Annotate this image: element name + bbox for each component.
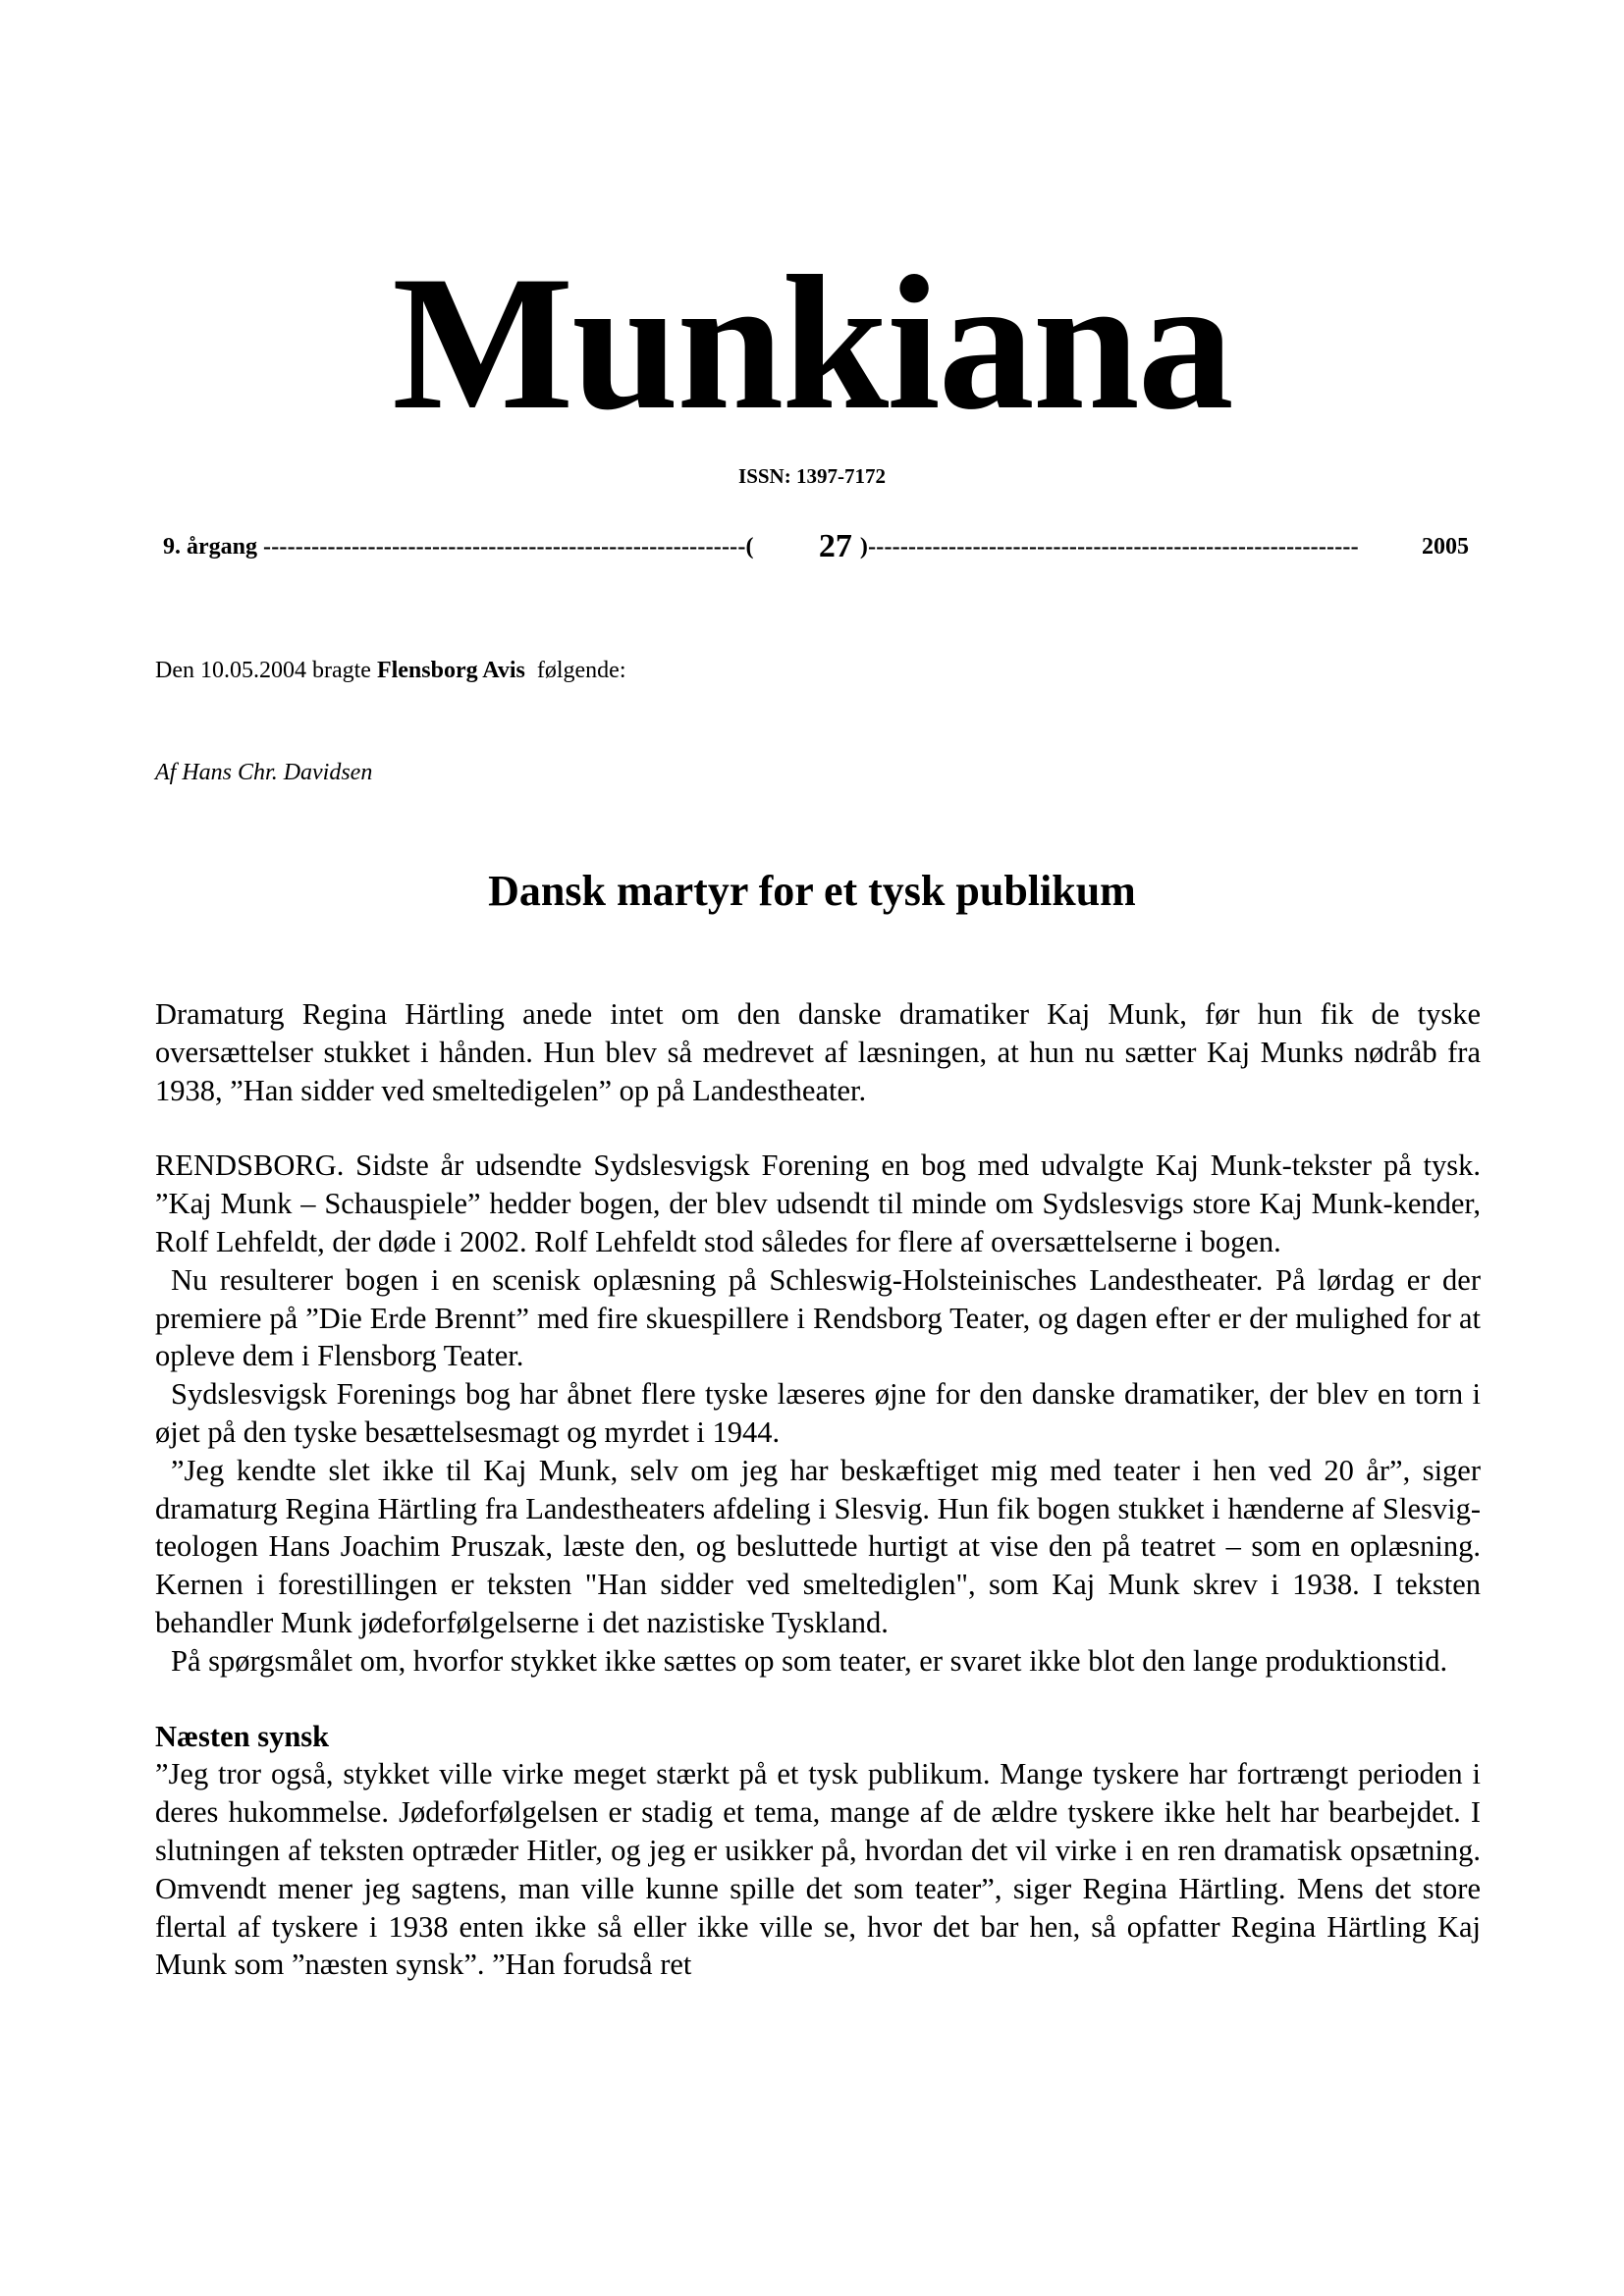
- issue-year: 2005: [1422, 533, 1469, 560]
- article-paragraph: Nu resulterer bogen i en scenisk oplæsning på Schleswig-Holsteinisches Landestheater. På lørdag er der premiere på ”Die Erde Brennt” med fire skuespillere i Rendsborg Teater, og dagen efter er der mulighed for at opleve dem i Flensborg Teater.: [155, 1262, 1481, 1373]
- article-lead: Dramaturg Regina Härtling anede intet om den danske dramatiker Kaj Munk, før hun fik de tyske oversættelser stukket i hånden. Hun blev så medrevet af læsningen, at hun nu sætter Kaj Munks nødråb fra 1938, ”Han sidder ved smeltedigelen” op på Landestheater.: [155, 997, 1481, 1107]
- intro-source: Flensborg Avis: [376, 658, 525, 683]
- intro-line: [155, 656, 1481, 685]
- article-paragraph: ”Jeg tror også, stykket ville virke meget stærkt på et tysk publikum. Mange tyskere har fortrængt perioden i deres hukommelse. Jødeforfølgelsen er stadig et tema, mange af de ældre tyskere ikke helt har bearbejdet. I slutningen af teksten optræder Hitler, og jeg er usikker på, hvordan det vil virke i en ren dramatisk opsætning. Omvendt mener jeg sagtens, man ville kunne spille det som teater”, siger Regina Härtling. Mens det store flertal af tyskere i 1938 enten ikke så eller ikke ville se, hvor det bar hen, så opfatter Regina Härtling Kaj Munk som ”næsten synsk”. ”Han forudså ret: [155, 1757, 1481, 1982]
- intro-suffix: følgende:: [524, 658, 626, 683]
- issue-number: 27: [818, 528, 852, 564]
- issue-volume: 9. årgang: [163, 533, 257, 560]
- byline: Af Hans Chr. Davidsen: [155, 760, 373, 785]
- article-body: [155, 995, 1481, 1984]
- issn-number: ISSN: 1397-7172: [738, 464, 886, 488]
- article-paragraph: ”Jeg kendte slet ikke til Kaj Munk, selv om jeg har beskæftiget mig med teater i hen ved 20 år”, siger dramaturg Regina Härtling fra Landestheaters afdeling i Slesvig. Hun fik bogen stukket i hænderne af Slesvig-teologen Hans Joachim Pruszak, læste den, og besluttede hurtigt at vise den på teatret – som en oplæsning. Kernen i forestillingen er teksten "Han sidder ved smeltediglen", som Kaj Munk skrev i 1938. I teksten behandler Munk jødeforfølgelserne i det nazistiske Tyskland.: [155, 1453, 1481, 1639]
- article-paragraph: RENDSBORG. Sidste år udsendte Sydslesvigsk Forening en bog med udvalgte Kaj Munk-tekster på tysk. ”Kaj Munk – Schauspiele” hedder bogen, der blev udsendt til minde om Sydslesvigs store Kaj Munk-kender, Rolf Lehfeldt, der døde i 2002. Rolf Lehfeldt stod således for flere af oversættelserne i bogen.: [155, 1148, 1481, 1258]
- issue-dashes-right: )-------------------------------------------------------------: [859, 533, 1359, 560]
- masthead-title: Munkiana: [392, 237, 1232, 450]
- intro-prefix: Den 10.05.2004 bragte: [155, 658, 377, 683]
- article-paragraph: På spørgsmålet om, hvorfor stykket ikke sættes op som teater, er svaret ikke blot den lange produktionstid.: [171, 1643, 1448, 1678]
- article-headline: Dansk martyr for et tysk publikum: [488, 867, 1136, 915]
- article-subhead: Næsten synsk: [155, 1719, 330, 1753]
- issue-line: [163, 525, 1469, 568]
- article-paragraph: Sydslesvigsk Forenings bog har åbnet flere tyske læseres øjne for den danske dramatiker, der blev en torn i øjet på den tyske besættelsesmagt og myrdet i 1944.: [155, 1377, 1481, 1449]
- issue-dashes-left: ------------------------------------------------------------(: [263, 533, 754, 560]
